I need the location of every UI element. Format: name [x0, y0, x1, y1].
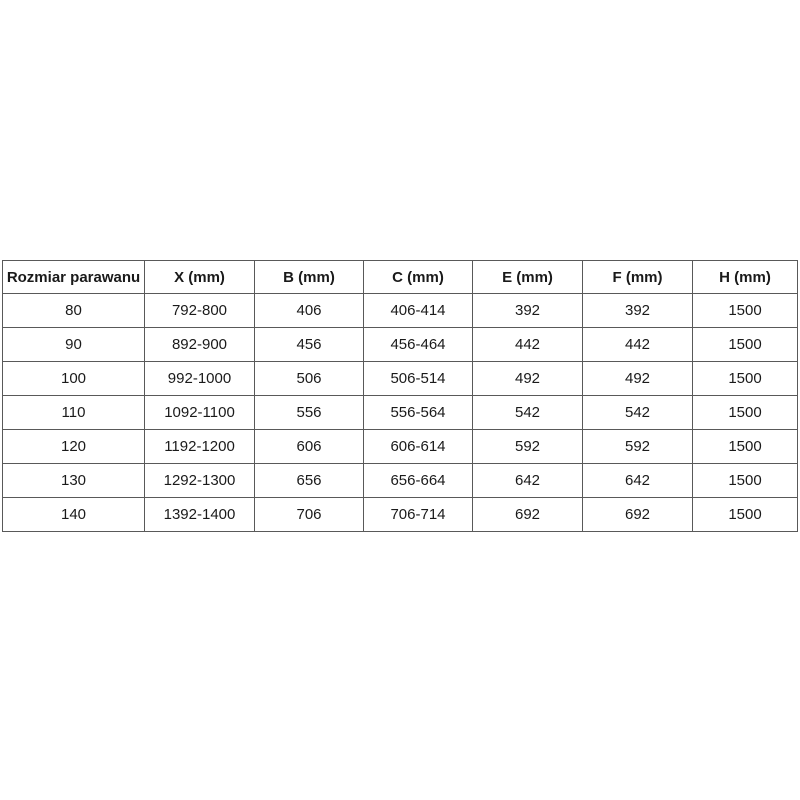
cell-b: 656	[255, 464, 364, 498]
cell-b: 506	[255, 362, 364, 396]
column-header-h: H (mm)	[693, 261, 798, 294]
table-body	[3, 294, 798, 532]
cell-f: 492	[583, 362, 693, 396]
cell-b: 606	[255, 430, 364, 464]
cell-c: 656-664	[364, 464, 473, 498]
cell-f: 542	[583, 396, 693, 430]
cell-h: 1500	[693, 362, 798, 396]
cell-rozmiar: 110	[3, 396, 145, 430]
table-row	[3, 498, 798, 532]
column-header-rozmiar: Rozmiar parawanu	[3, 261, 145, 294]
cell-h: 1500	[693, 464, 798, 498]
column-header-b: B (mm)	[255, 261, 364, 294]
table-row	[3, 396, 798, 430]
cell-f: 642	[583, 464, 693, 498]
cell-h: 1500	[693, 498, 798, 532]
cell-h: 1500	[693, 396, 798, 430]
column-header-f: F (mm)	[583, 261, 693, 294]
table-row	[3, 294, 798, 328]
cell-c: 406-414	[364, 294, 473, 328]
cell-x: 792-800	[145, 294, 255, 328]
cell-x: 992-1000	[145, 362, 255, 396]
cell-rozmiar: 90	[3, 328, 145, 362]
cell-c: 456-464	[364, 328, 473, 362]
cell-e: 642	[473, 464, 583, 498]
cell-rozmiar: 80	[3, 294, 145, 328]
cell-h: 1500	[693, 430, 798, 464]
cell-e: 692	[473, 498, 583, 532]
cell-b: 406	[255, 294, 364, 328]
cell-e: 492	[473, 362, 583, 396]
cell-rozmiar: 100	[3, 362, 145, 396]
cell-x: 1392-1400	[145, 498, 255, 532]
cell-f: 692	[583, 498, 693, 532]
header-row	[3, 261, 798, 294]
size-spec-table	[2, 260, 798, 532]
cell-rozmiar: 120	[3, 430, 145, 464]
cell-b: 706	[255, 498, 364, 532]
cell-e: 392	[473, 294, 583, 328]
cell-c: 606-614	[364, 430, 473, 464]
cell-e: 592	[473, 430, 583, 464]
cell-rozmiar: 130	[3, 464, 145, 498]
cell-b: 556	[255, 396, 364, 430]
cell-e: 442	[473, 328, 583, 362]
cell-h: 1500	[693, 328, 798, 362]
cell-h: 1500	[693, 294, 798, 328]
column-header-c: C (mm)	[364, 261, 473, 294]
table-row	[3, 464, 798, 498]
cell-c: 706-714	[364, 498, 473, 532]
cell-x: 892-900	[145, 328, 255, 362]
cell-f: 442	[583, 328, 693, 362]
cell-x: 1292-1300	[145, 464, 255, 498]
cell-f: 392	[583, 294, 693, 328]
cell-b: 456	[255, 328, 364, 362]
cell-rozmiar: 140	[3, 498, 145, 532]
cell-c: 556-564	[364, 396, 473, 430]
cell-e: 542	[473, 396, 583, 430]
cell-f: 592	[583, 430, 693, 464]
cell-x: 1192-1200	[145, 430, 255, 464]
table-row	[3, 328, 798, 362]
cell-c: 506-514	[364, 362, 473, 396]
column-header-x: X (mm)	[145, 261, 255, 294]
cell-x: 1092-1100	[145, 396, 255, 430]
table-row	[3, 430, 798, 464]
table-row	[3, 362, 798, 396]
column-header-e: E (mm)	[473, 261, 583, 294]
